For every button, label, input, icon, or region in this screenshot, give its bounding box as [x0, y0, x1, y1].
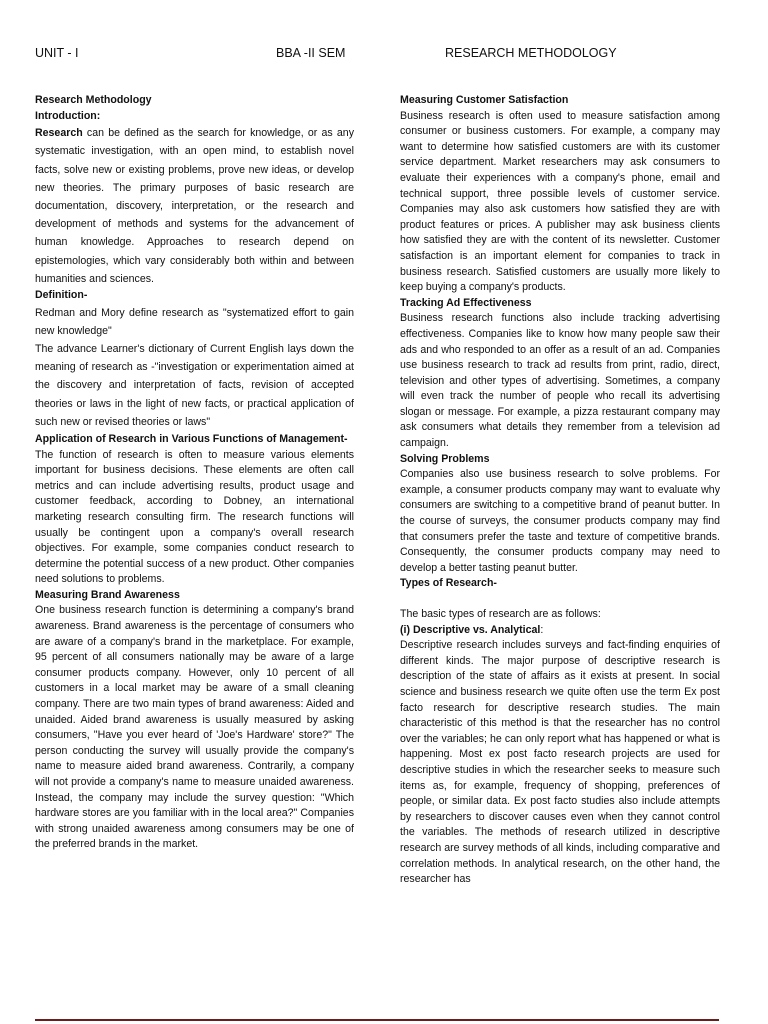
definition-paragraph-1: Redman and Mory define research as "systematized effort to gain new knowledge": [35, 306, 354, 337]
semester-label: BBA -II SEM: [276, 46, 346, 60]
descriptive-heading-line: [400, 623, 720, 639]
definition-heading: Definition-: [35, 289, 88, 302]
unit-label: UNIT - I: [35, 46, 79, 60]
introduction-lead-word: Research: [35, 127, 83, 140]
brand-awareness-paragraph: One business research function is determining a company's brand awareness. Brand awareness is the percentage of consumers who are aware of a company's brand in the marketplace. For example, 95 percent of all consumers nationally may be aware of a large consumer products company. However, only 10 percent of all customers in a local market may be aware of a small cleaning company. There are two main types of brand awareness: Aided and unaided. Aided brand awareness is usually measured by asking consumers, "Have you ever heard of 'Joe's Hardware' store?" The person conducting the survey will usually provide the company's name to measure aided brand awareness. Contrarily, a company will not provide a company's name to measure unaided awareness. Instead, the company may include the survey question: "Which hardware stores are you familiar with in the local area?" Companies with strong unaided awareness among consumers may be one of the preferred brands in the market.: [35, 604, 354, 851]
footer-rule: [35, 1019, 719, 1021]
customer-satisfaction-paragraph: Business research is often used to measure satisfaction among consumer or business customers. For example, a company may want to determine how satisfied customers are with its customer service department. Market researchers may ask consumers to evaluate their experiences with a company's phone, email and technical support, three possible levels of customer service. Companies may also ask customers how satisfied they are with product features or prices. A publisher may ask business clients how satisfied they are with the content of its newsletter. Customer satisfaction is an important element for companies to track in business research. Satisfied customers are usually more likely to keep buying a company's products.: [400, 109, 720, 294]
left-column: [35, 93, 354, 853]
subject-label: RESEARCH METHODOLOGY: [445, 46, 617, 60]
right-column: [400, 93, 720, 888]
ad-effectiveness-heading: Tracking Ad Effectiveness: [400, 296, 532, 309]
customer-satisfaction-heading: Measuring Customer Satisfaction: [400, 94, 569, 106]
descriptive-paragraph: Descriptive research includes surveys and fact-finding enquiries of different kinds. The major purpose of descriptive research is description of the state of affairs as it exists at present. In social science and business research we quite often use the term Ex post facto research for descriptive research studies. The main characteristic of this method is that the researcher has no control over the variables; he can only report what has happened or what is happening. Most ex post facto research projects are used for descriptive studies in which the researcher seeks to measure such items as, for example, frequency of shopping, preferences of people, or similar data. Ex post facto studies also include attempts by researchers to discover causes even when they cannot control the variables. The methods of research utilized in descriptive research are survey methods of all kinds, including comparative and correlation methods. In analytical research, on the other hand, the researcher has: [400, 639, 720, 886]
introduction-text: can be defined as the search for knowledge, or as any systematic investigation, with an open mind, to establish novel facts, solve new or existing problems, prove new ideas, or develop new theories. The primary purposes of basic research are documentation, discovery, interpretation, or the research and development of methods and systems for the advancement of human knowledge. Approaches to research depend on epistemologies, which vary considerably both within and between humanities and sciences.: [35, 127, 354, 285]
solving-problems-paragraph: Companies also use business research to solve problems. For example, a consumer products company may want to evaluate why consumers are switching to a competitive brand of peanut butter. In the course of surveys, the consumer products company may find that consumers prefer the taste and texture of competitive brands. Consequently, the consumer products company may need to develop a better tasting peanut butter.: [400, 468, 720, 574]
document-title: Research Methodology: [35, 94, 152, 106]
descriptive-heading-colon: :: [540, 623, 544, 636]
application-heading: Application of Research in Various Functions of Management-: [35, 433, 348, 446]
descriptive-heading: (i) Descriptive vs. Analytical: [400, 623, 541, 636]
ad-effectiveness-paragraph: Business research functions also include tracking advertising effectiveness. Companies like to know how many people saw their ads and who responded to an offer as a result of an ad. Companies use business research to track ad results from print, radio, direct, television and other types of advertising. Sometimes, a company will even track the number of people who recall its advertising slogan or message. For example, a pizza restaurant company may ask consumers what details they remember from a television ad campaign.: [400, 312, 720, 450]
introduction-heading: Introduction:: [35, 109, 101, 122]
definition-paragraph-2: The advance Learner's dictionary of Current English lays down the meaning of research as -"investigation or experimentation aimed at the discovery and interpretation of facts, revision of accepted theories or laws in the light of new facts, or practical application of such new or revised theories or laws": [35, 343, 354, 428]
brand-awareness-heading: Measuring Brand Awareness: [35, 588, 180, 601]
types-of-research-heading: Types of Research-: [400, 577, 497, 590]
types-intro: The basic types of research are as follows:: [400, 608, 601, 620]
page-header: [35, 46, 735, 64]
introduction-paragraph: [35, 124, 354, 288]
application-paragraph: The function of research is often to measure various elements important for business decisions. These elements are often call metrics and can include advertising results, product usage and customer feedback, according to Dobney, an international marketing research consulting firm. The research functions will usually be contingent upon a company's overall research objectives. For example, some companies conduct research to determine the potential success of a new product. Other companies need solutions to problems.: [35, 448, 354, 586]
blank-line: [400, 592, 720, 607]
solving-problems-heading: Solving Problems: [400, 452, 490, 465]
